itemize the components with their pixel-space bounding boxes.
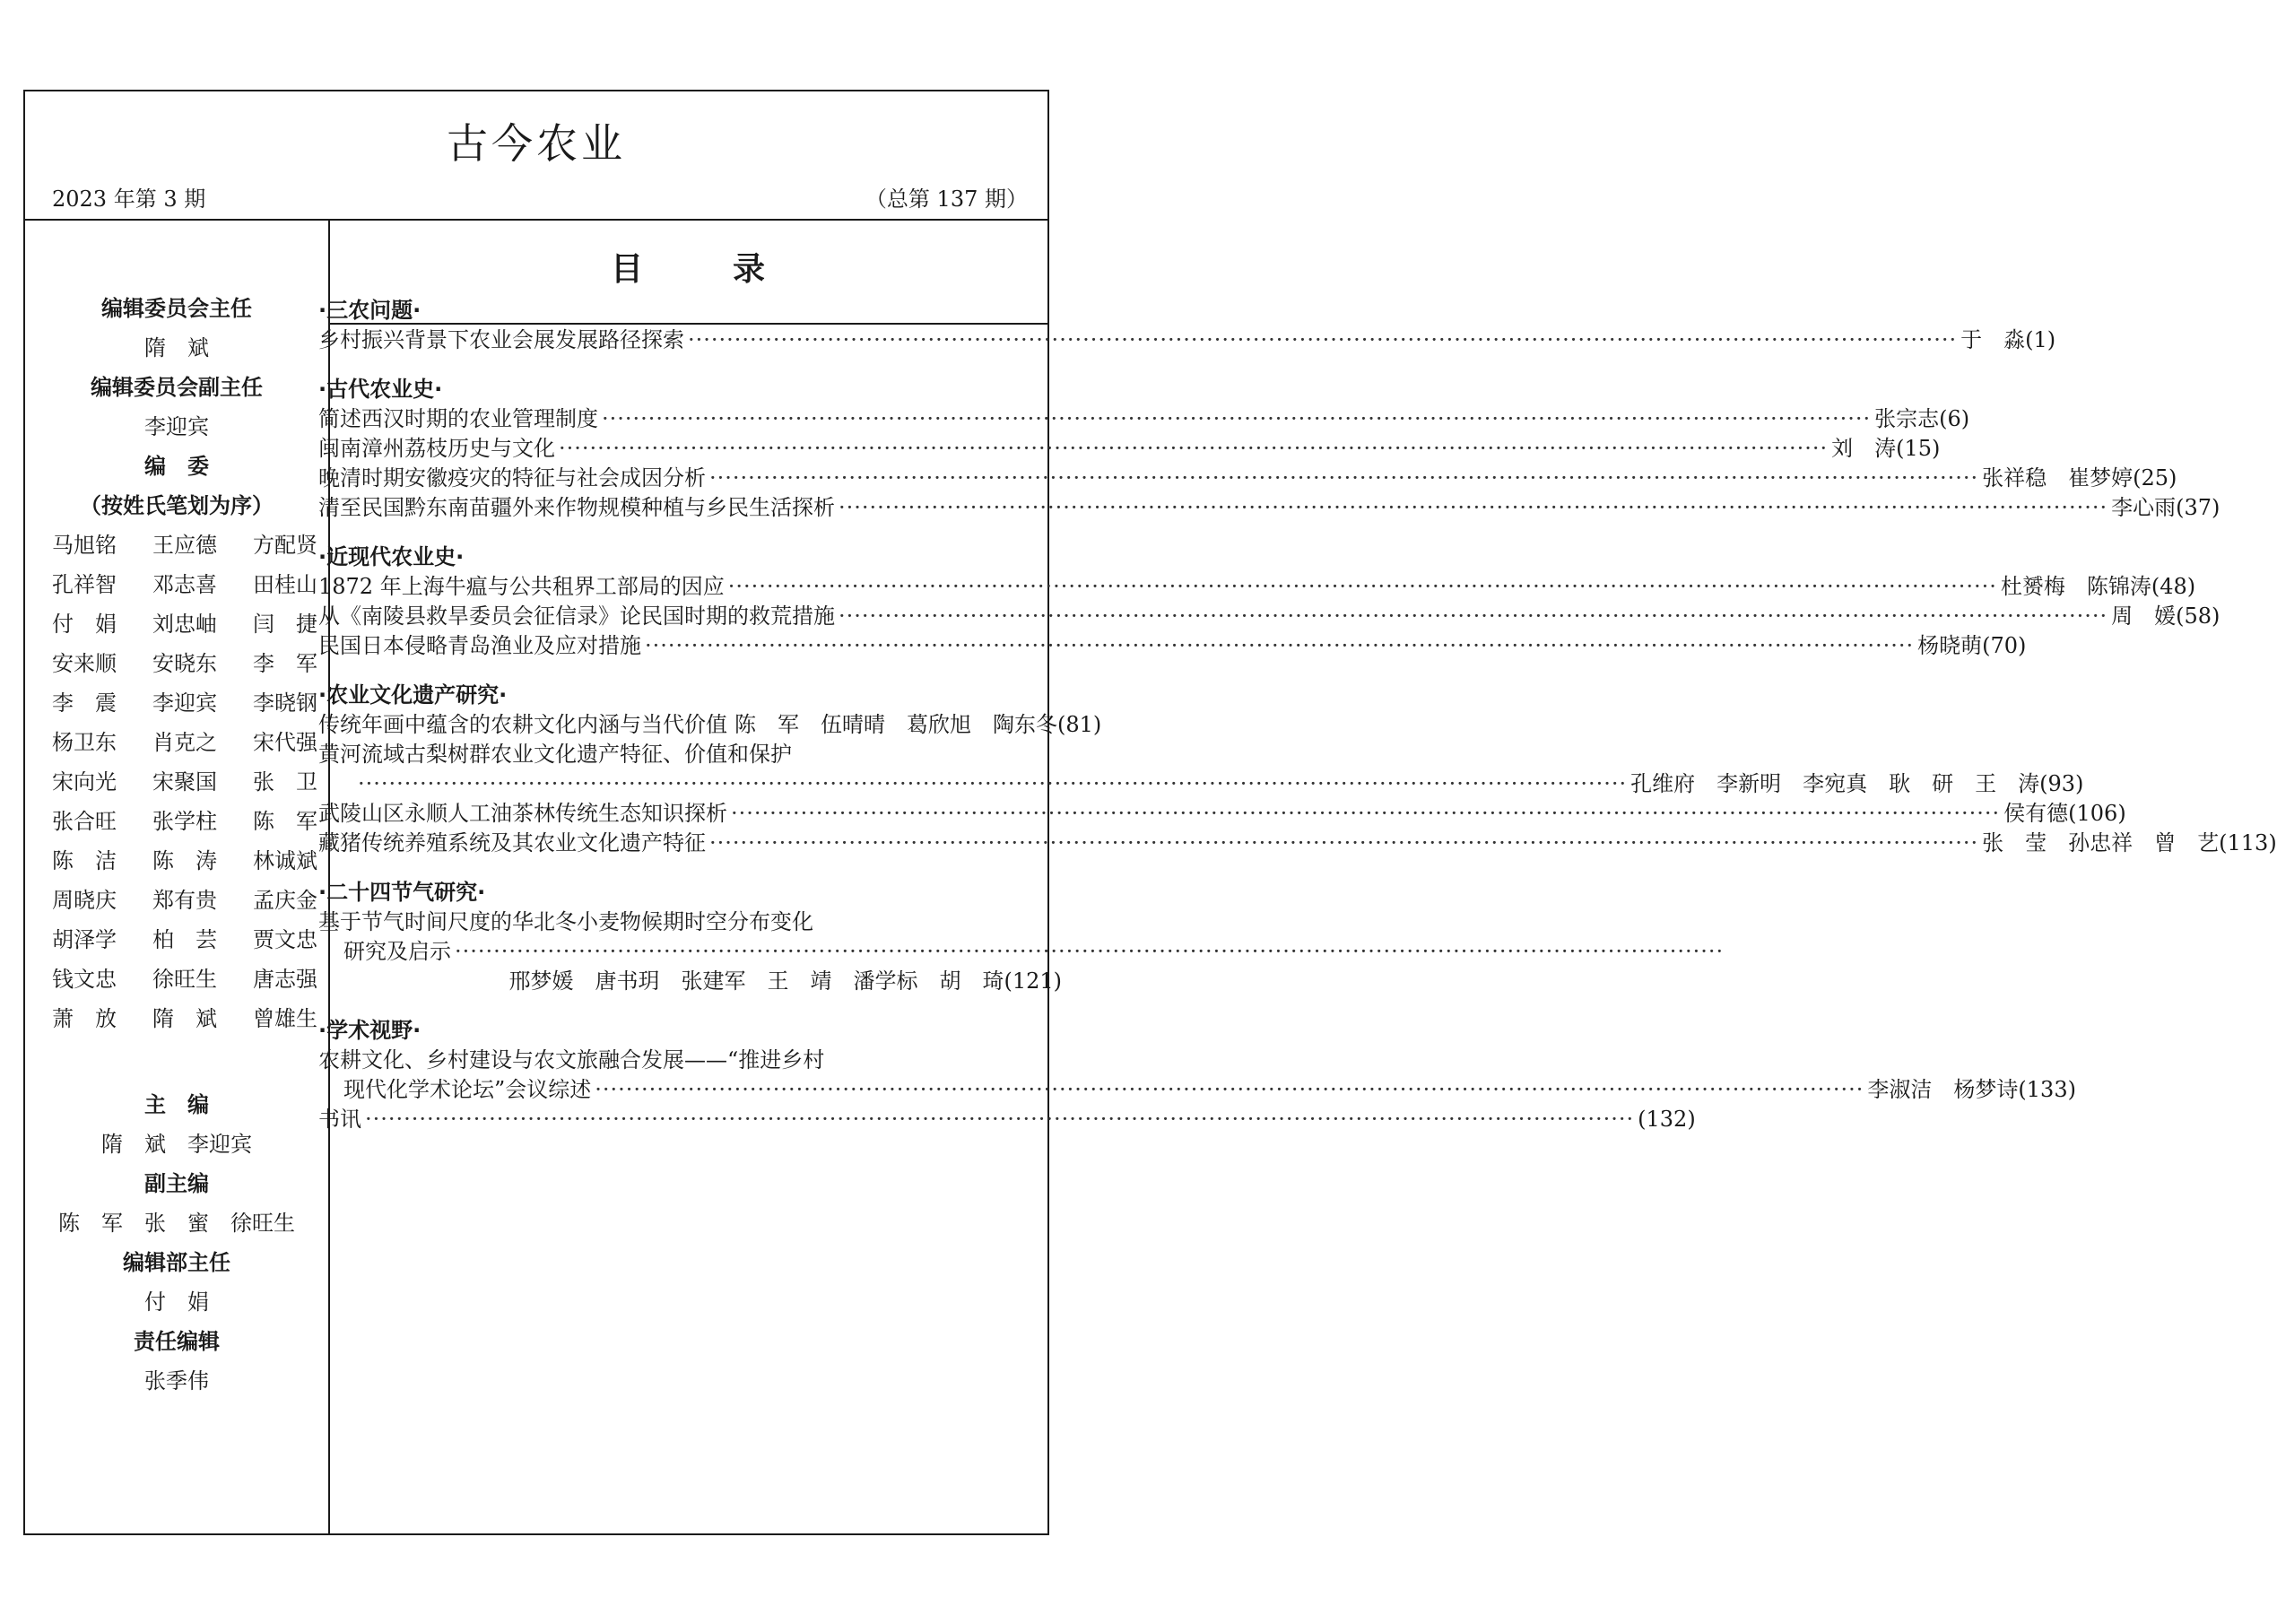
article-entry [318, 326, 2056, 355]
section-heading: ·农业文化遗产研究· [318, 682, 508, 708]
board-member: 付 娟 [52, 612, 117, 637]
article-page: (15) [1896, 436, 1941, 461]
article-authors: 于 淼 [1960, 327, 2026, 352]
board-member: 安晓东 [152, 651, 217, 676]
board-member: 杨卫东 [52, 730, 117, 755]
board-member: 萧 放 [52, 1006, 117, 1031]
article-title: 1872 年上海牛瘟与公共租界工部局的因应 [318, 574, 725, 599]
responsible-editor-label: 责任编辑 [134, 1329, 220, 1354]
leader-dots [688, 326, 1957, 355]
article-entry [318, 1075, 2076, 1105]
members-note: （按姓氏笔划为序） [80, 493, 274, 518]
article-entry [318, 937, 1062, 967]
journal-title: 古今农业 [447, 119, 626, 168]
article-authors: 邢梦媛 唐书玥 张建军 王 靖 潘学标 胡 琦 [508, 968, 1004, 994]
leader-dots [731, 799, 2000, 829]
board-member: 李迎宾 [152, 690, 217, 716]
board-member: 邓志喜 [152, 572, 217, 597]
article-authors: 周 媛 [2111, 604, 2177, 629]
office-director-label: 编辑部主任 [123, 1250, 230, 1275]
article-authors: 李心雨 [2111, 495, 2177, 520]
board-member: 马旭铭 [52, 533, 117, 558]
board-member: 曾雄生 [253, 1006, 317, 1031]
article-page: (70) [1982, 633, 2027, 658]
board-member: 徐旺生 [152, 967, 217, 992]
article-title: 书讯 [318, 1107, 361, 1132]
article-authors: 侯有德 [2003, 801, 2069, 826]
total-issue-number: （总第 137 期） [865, 187, 1028, 212]
article-entry [318, 602, 2221, 631]
board-member: 钱文忠 [52, 967, 117, 992]
board-member: 林诚斌 [253, 848, 317, 873]
board-member: 孔祥智 [52, 572, 117, 597]
article-title: 黄河流域古梨树群农业文化遗产特征、价值和保护 [318, 742, 792, 767]
article-entry [318, 1105, 1696, 1134]
article-entry [318, 404, 1970, 434]
article-title-cont: 研究及启示 [343, 939, 451, 964]
board-member: 闫 捷 [253, 612, 317, 637]
article-title: 基于节气时间尺度的华北冬小麦物候期时空分布变化 [318, 909, 813, 934]
section-heading: ·近现代农业史· [318, 544, 465, 569]
article-entry [318, 829, 2277, 858]
deputy-editor: 陈 军 张 蜜 徐旺生 [58, 1211, 295, 1236]
board-member: 陈 涛 [152, 848, 217, 873]
article-title: 简述西汉时期的农业管理制度 [318, 406, 598, 431]
article-entry [318, 769, 2084, 799]
article-page: (25) [2133, 465, 2177, 491]
article-title: 晚清时期安徽疫灾的特征与社会成因分析 [318, 465, 706, 491]
leader-dots [455, 937, 1724, 967]
article-title: 清至民国黔东南苗疆外来作物规模种植与乡民生活探析 [318, 495, 835, 520]
article-page: (132) [1638, 1107, 1696, 1132]
board-member: 安来顺 [52, 651, 117, 676]
article-page: (113) [2219, 830, 2277, 855]
leader-dots [645, 631, 1914, 661]
deputy-editor-label: 副主编 [144, 1171, 209, 1196]
article-page: (81) [1057, 712, 1102, 737]
article-page: (58) [2176, 604, 2221, 629]
article-entry [318, 493, 2221, 523]
article-page: (133) [2018, 1077, 2076, 1102]
article-page: (1) [2025, 327, 2056, 352]
leader-dots [358, 769, 1627, 799]
section-heading: ·三农问题· [318, 298, 422, 323]
article-authors: 陈 军 伍晴晴 葛欣旭 陶东冬 [734, 712, 1057, 737]
article-title: 传统年画中蕴含的农耕文化内涵与当代价值 [318, 712, 727, 737]
leader-dots [709, 829, 1978, 858]
board-member: 李 军 [253, 651, 317, 676]
board-member: 贾文忠 [253, 927, 317, 952]
article-authors: 杜赟梅 陈锦涛 [2000, 574, 2151, 599]
office-director: 付 娟 [144, 1290, 209, 1315]
board-member: 张合旺 [52, 809, 117, 834]
article-title: 武陵山区永顺人工油茶林传统生态知识探析 [318, 801, 727, 826]
toc-section [318, 543, 2221, 661]
article-entry [318, 799, 2126, 829]
section-heading: ·学术视野· [318, 1018, 422, 1043]
article-page: (106) [2068, 801, 2126, 826]
toc-section [318, 878, 1062, 996]
article-entry [318, 464, 2177, 493]
board-member: 刘忠岫 [152, 612, 217, 637]
article-title: 乡村振兴背景下农业会展发展路径探索 [318, 327, 684, 352]
board-member: 周晓庆 [52, 888, 117, 913]
board-member: 肖克之 [152, 730, 217, 755]
article-title-cont: 现代化学术论坛”会议综述 [343, 1077, 592, 1102]
board-member: 孟庆金 [253, 888, 317, 913]
members-label: 编 委 [144, 454, 209, 479]
article-authors: 张宗志 [1874, 406, 1940, 431]
section-heading: ·古代农业史· [318, 377, 443, 402]
article-page: (48) [2151, 574, 2196, 599]
responsible-editor: 张季伟 [144, 1368, 209, 1394]
article-entry [318, 710, 1102, 740]
article-entry [318, 572, 2196, 602]
leader-dots [839, 602, 2108, 631]
toc-section [318, 681, 2277, 858]
editorial-board [25, 289, 328, 1401]
article-entry [318, 434, 1941, 464]
chief-editor-label: 主 编 [144, 1092, 209, 1117]
issue-number: 2023 年第 3 期 [52, 187, 206, 212]
board-member: 陈 洁 [52, 848, 117, 873]
leader-dots [602, 404, 1871, 434]
chief-editor: 隋 斌 李迎宾 [101, 1132, 252, 1157]
board-member: 唐志强 [253, 967, 317, 992]
table-of-contents [318, 296, 2277, 1154]
section-heading: ·二十四节气研究· [318, 880, 486, 905]
committee-vice-chair-label: 编辑委员会副主任 [91, 375, 263, 400]
article-page: (6) [1939, 406, 1970, 431]
committee-vice-chair: 李迎宾 [144, 414, 209, 439]
article-page: (93) [2039, 771, 2084, 796]
article-title: 民国日本侵略青岛渔业及应对措施 [318, 633, 641, 658]
leader-dots [595, 1075, 1864, 1105]
toc-heading: 目录 [610, 251, 855, 288]
leader-dots [709, 464, 1978, 493]
toc-section [318, 375, 2221, 523]
header-divider [25, 219, 1047, 221]
article-authors-row [318, 967, 1062, 996]
board-member: 李晓钢 [253, 690, 317, 716]
toc-section [318, 1016, 2076, 1134]
article-authors: 杨晓萌 [1917, 633, 1983, 658]
article-authors: 张祥稳 崔梦婷 [1982, 465, 2134, 491]
board-member: 张学柱 [152, 809, 217, 834]
leader-dots [559, 434, 1828, 464]
article-authors: 张 莹 孙忠祥 曾 艺 [1982, 830, 2220, 855]
committee-chair-label: 编辑委员会主任 [101, 296, 252, 321]
member-list [25, 525, 328, 1038]
leader-dots [728, 572, 1997, 602]
board-member: 田桂山 [253, 572, 317, 597]
article-title: 从《南陵县救旱委员会征信录》论民国时期的救荒措施 [318, 604, 835, 629]
board-member: 柏 芸 [152, 927, 217, 952]
board-member: 宋代强 [253, 730, 317, 755]
toc-section [318, 296, 2056, 355]
board-member: 隋 斌 [152, 1006, 217, 1031]
article-page: (37) [2176, 495, 2221, 520]
board-member: 胡泽学 [52, 927, 117, 952]
board-member: 张 卫 [253, 769, 317, 795]
board-member: 宋聚国 [152, 769, 217, 795]
board-member: 陈 军 [253, 809, 317, 834]
article-authors: 李淑洁 杨梦诗 [1867, 1077, 2019, 1102]
article-entry [318, 631, 2027, 661]
board-member: 宋向光 [52, 769, 117, 795]
leader-dots [365, 1105, 1634, 1134]
board-member: 李 震 [52, 690, 117, 716]
article-title: 农耕文化、乡村建设与农文旅融合发展——“推进乡村 [318, 1047, 825, 1073]
article-title: 闽南漳州荔枝历史与文化 [318, 436, 555, 461]
board-member: 王应德 [152, 533, 217, 558]
board-member: 方配贤 [253, 533, 317, 558]
article-authors: 孔维府 李新明 李宛真 耿 研 王 涛 [1630, 771, 2040, 796]
article-authors: 刘 涛 [1831, 436, 1897, 461]
committee-chair: 隋 斌 [144, 335, 209, 360]
leader-dots [839, 493, 2108, 523]
article-page: (121) [1004, 968, 1062, 994]
board-member: 郑有贵 [152, 888, 217, 913]
article-title: 藏猪传统养殖系统及其农业文化遗产特征 [318, 830, 706, 855]
